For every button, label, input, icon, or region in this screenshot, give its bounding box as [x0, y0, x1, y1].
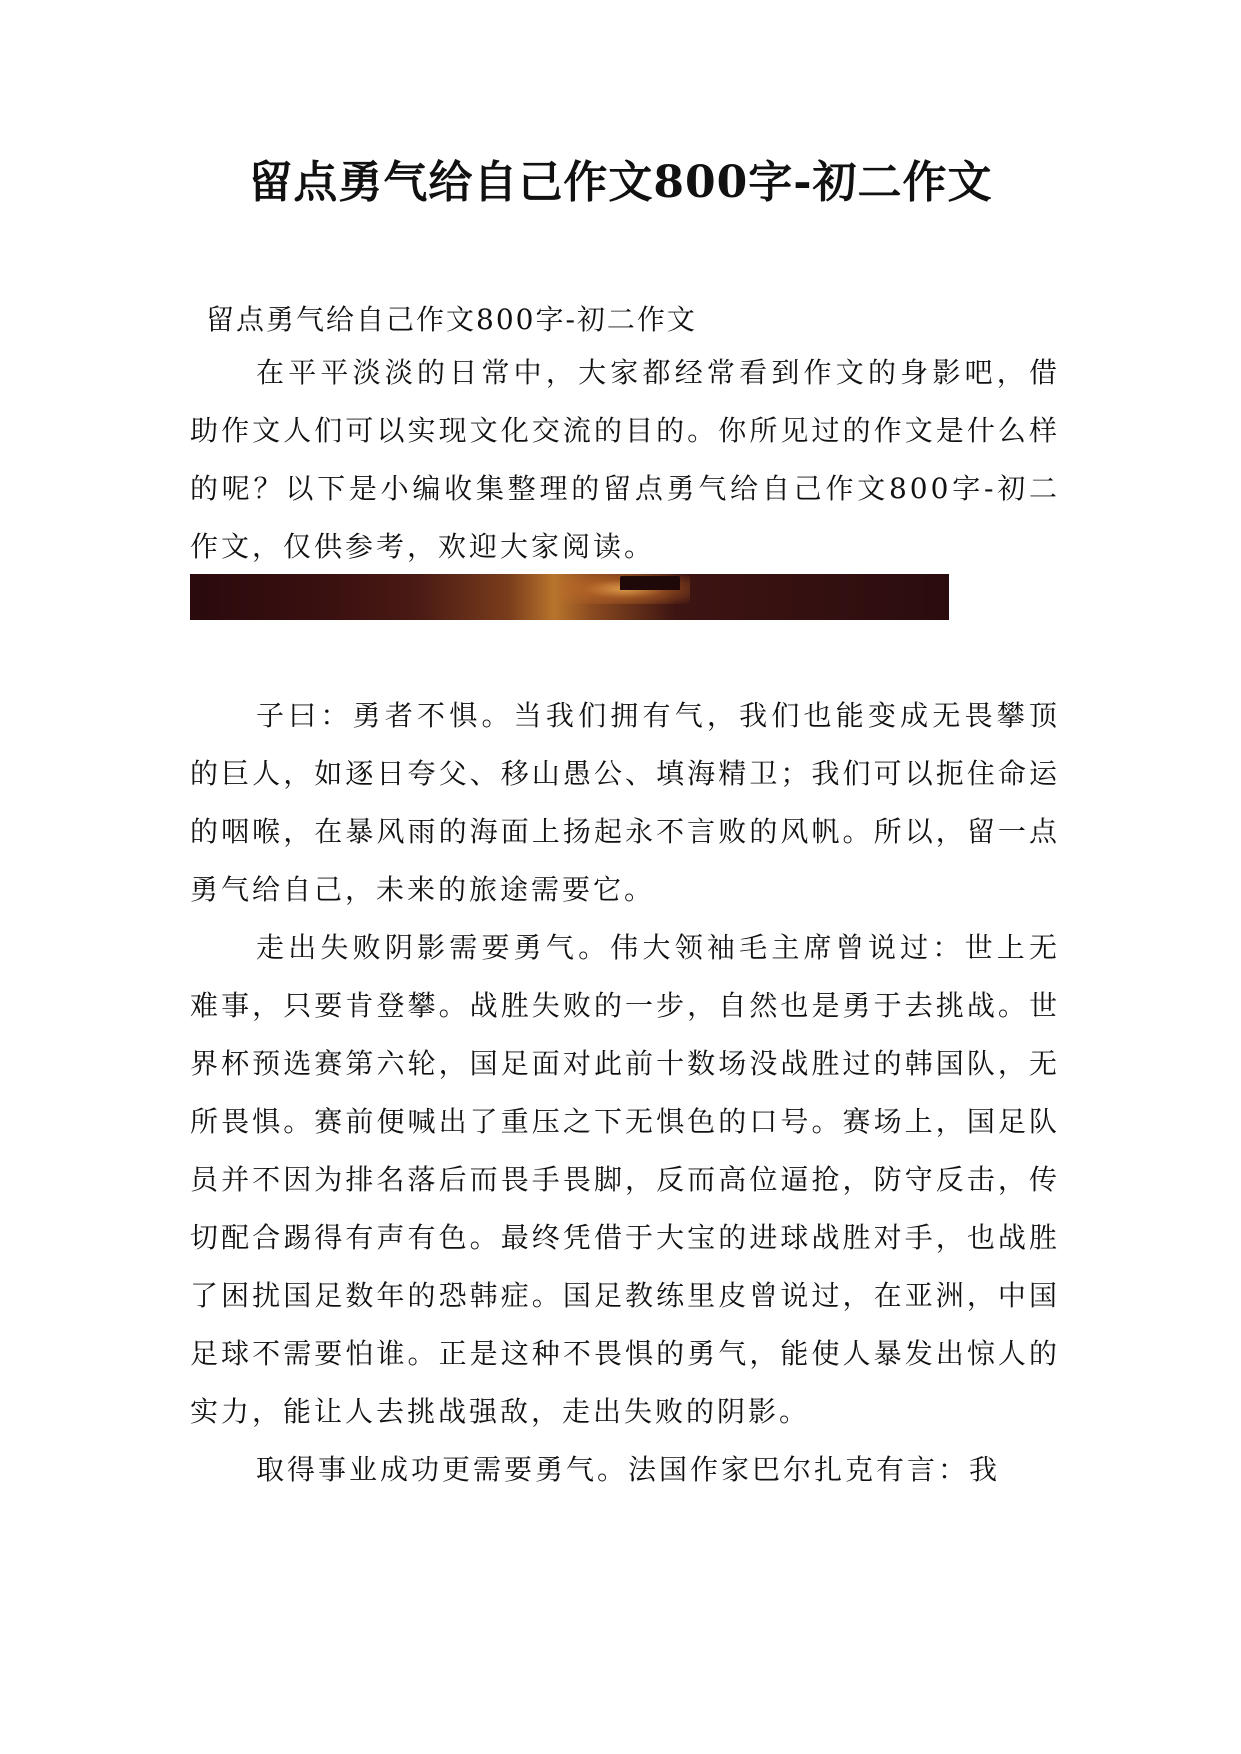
banner-image	[190, 574, 949, 620]
building-silhouette	[620, 576, 680, 590]
body-paragraph: 取得事业成功更需要勇气。法国作家巴尔扎克有言：我	[256, 1453, 1001, 1486]
body-paragraph: 走出失败阴影需要勇气。伟大领袖毛主席曾说过：世上无难事，只要肯登攀。战胜失败的一步，自然也是勇于去挑战。世界杯预选赛第六轮，国足面对此前十数场没战胜过的韩国队，无所畏惧。赛前便喊出了重压之下无惧色的口号。赛场上，国足队员并不因为排名落后而畏手畏脚，反而高位逼抢，防守反击，传切配合踢得有声有色。最终凭借于大宝的进球战胜对手，也战胜了困扰国足数年的恐韩症。国足教练里皮曾说过，在亚洲，中国足球不需要怕谁。正是这种不畏惧的勇气，能使人暴发出惊人的实力，能让人去挑战强敌，走出失败的阴影。	[190, 931, 1060, 1428]
body-section	[190, 687, 1060, 1499]
body-paragraph: 子曰：勇者不惧。当我们拥有气，我们也能变成无畏攀顶的巨人，如逐日夸父、移山愚公、填海精卫；我们可以扼住命运的咽喉，在暴风雨的海面上扬起永不言败的风帆。所以，留一点勇气给自己，未来的旅途需要它。	[190, 699, 1060, 906]
document-subtitle: 留点勇气给自己作文800字-初二作文	[206, 303, 697, 336]
intro-section	[190, 344, 1060, 576]
intro-paragraph: 在平平淡淡的日常中，大家都经常看到作文的身影吧，借助作文人们可以实现文化交流的目的。你所见过的作文是什么样的呢？以下是小编收集整理的留点勇气给自己作文800字-初二作文，仅供参考，欢迎大家阅读。	[190, 356, 1060, 563]
document-title: 留点勇气给自己作文800字-初二作文	[248, 157, 993, 208]
